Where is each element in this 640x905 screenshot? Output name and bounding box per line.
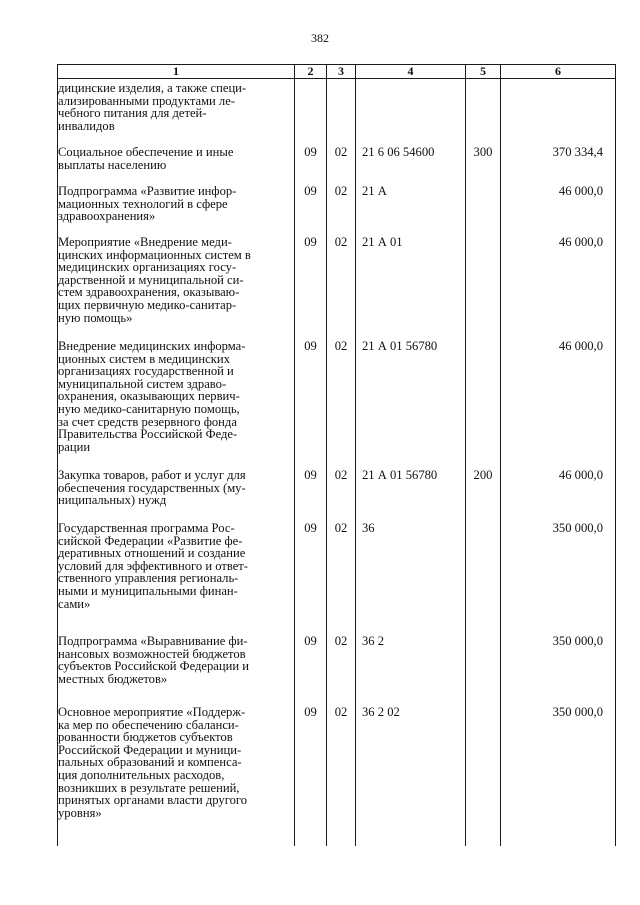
column-header-4: 4 — [407, 64, 414, 78]
column-header-6: 6 — [555, 64, 561, 78]
row-subsection: 02 — [334, 468, 348, 482]
page-number: 382 — [311, 31, 329, 45]
row-target-code: 21 А — [362, 184, 387, 198]
row-target-code: 36 2 — [362, 634, 385, 648]
row-section: 09 — [304, 634, 317, 648]
row-section: 09 — [304, 468, 317, 482]
column-divider — [615, 64, 616, 846]
row-amount: 370 334,4 — [552, 145, 603, 159]
row-subsection: 02 — [334, 634, 348, 648]
row-subsection: 02 — [334, 521, 348, 535]
row-name: Подпрограмма «Развитие инфор- мационных технологий в сфере здравоохранения» — [58, 184, 237, 224]
row-subsection: 02 — [334, 339, 348, 353]
row-section: 09 — [304, 339, 317, 353]
row-name: Мероприятие «Внедрение меди- цинских информационных систем в медицинских организациях госу- дарственной и муниципальной си- стем здравоохранения, оказываю- щих первичную медико-санитар- ную помощь» — [58, 235, 251, 325]
row-name: Подпрограмма «Выравнивание фи- нансовых возможностей бюджетов субъектов Российской Федерации и местных бюджетов» — [58, 634, 250, 686]
row-name: Социальное обеспечение и иные выплаты населению — [58, 145, 234, 172]
row-subsection: 02 — [334, 145, 348, 159]
row-target-code: 21 6 06 54600 — [362, 145, 435, 159]
row-target-code: 36 — [362, 521, 375, 535]
row-name: Основное мероприятие «Поддерж- ка мер по обеспечению сбаланси- рованности бюджетов субъектов Российской Федерации и муници- пальных образований и компенса- ция дополнительных расходов, возникших в результате решений, принятых органами власти другого уровня» — [58, 705, 248, 820]
row-amount: 46 000,0 — [558, 184, 603, 198]
row-amount: 350 000,0 — [552, 634, 603, 648]
row-target-code: 36 2 02 — [362, 705, 400, 719]
row-section: 09 — [304, 705, 317, 719]
column-header-2: 2 — [307, 64, 314, 78]
row-section: 09 — [304, 184, 317, 198]
column-divider — [500, 64, 501, 846]
row-subsection: 02 — [334, 184, 348, 198]
row-section: 09 — [304, 521, 317, 535]
column-divider — [465, 64, 466, 846]
row-amount: 46 000,0 — [558, 235, 603, 249]
row-section: 09 — [304, 235, 317, 249]
row-subsection: 02 — [334, 235, 348, 249]
row-amount: 46 000,0 — [558, 468, 603, 482]
row-subsection: 02 — [334, 705, 348, 719]
row-amount: 350 000,0 — [552, 705, 603, 719]
column-header-3: 3 — [338, 64, 344, 78]
row-name: Государственная программа Рос- сийской Федерации «Развитие фе- деративных отношений и создание условий для эффективного и ответ- ственного управления региональ- ными и муниципальными финан- сами» — [58, 521, 249, 611]
row-target-code: 21 А 01 56780 — [362, 468, 438, 482]
row-section: 09 — [304, 145, 317, 159]
row-amount: 350 000,0 — [552, 521, 603, 535]
column-header-name: 1 — [173, 64, 179, 78]
row-target-code: 21 А 01 56780 — [362, 339, 438, 353]
row-name: Внедрение медицинских информа- ционных систем в медицинских организациях государственной и муниципальной систем здраво- охранения, оказывающих первич- ную медико-санитарную помощь, за счет средств резервного фонда Правительства Российской Феде- рации — [58, 339, 246, 454]
row-amount: 46 000,0 — [558, 339, 603, 353]
row-expense-type: 300 — [473, 145, 493, 159]
header-bottom-border — [57, 78, 615, 79]
row-expense-type: 200 — [473, 468, 493, 482]
column-header-5: 5 — [480, 64, 486, 78]
row-target-code: 21 А 01 — [362, 235, 403, 249]
column-divider — [355, 64, 356, 846]
row-name: дицинские изделия, а также специ- ализированными продуктами ле- чебного питания для детей- инвалидов — [58, 81, 247, 133]
column-divider — [294, 64, 295, 846]
row-name: Закупка товаров, работ и услуг для обеспечения государственных (му- ниципальных) нужд — [58, 468, 246, 508]
column-divider — [326, 64, 327, 846]
